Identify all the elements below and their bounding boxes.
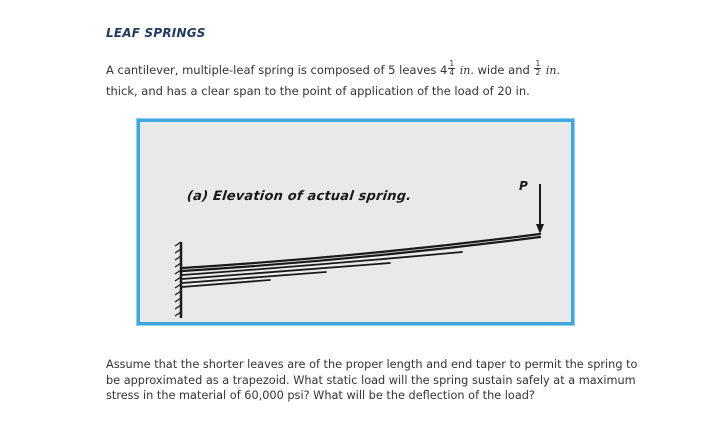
problem-line-1	[106, 60, 666, 81]
load-label: P	[519, 179, 528, 193]
fraction-one-quarter: $\frac{1}{4}$	[449, 59, 455, 77]
problem-text-part-1: A cantilever, multiple-leaf spring is composed of 5 leaves 4	[106, 63, 448, 77]
problem-text-part-2: wide and	[473, 63, 534, 77]
unit-inches: in.	[545, 64, 560, 77]
spring-leaves	[182, 234, 540, 287]
unit-inches: in.	[459, 64, 474, 77]
problem-question: Assume that the shorter leaves are of the proper length and end taper to permit the spring to be approximated as a trapezoid. What static load will the spring sustain safely at a maximum stress in the material of 60,000 psi? What will be the deflection of the load?	[106, 358, 638, 402]
problem-statement	[106, 60, 666, 101]
section-heading: LEAF SPRINGS	[106, 26, 206, 40]
fraction-one-half: $\frac{1}{2}$	[535, 59, 541, 77]
load-arrow-icon	[536, 184, 544, 234]
leaf-spring-drawing	[140, 122, 571, 322]
fixed-support-icon	[175, 242, 181, 318]
figure-caption: (a) Elevation of actual spring.	[186, 189, 413, 204]
spring-figure	[137, 119, 574, 325]
problem-line-2: thick, and has a clear span to the point of application of the load of 20 in.	[106, 84, 530, 98]
